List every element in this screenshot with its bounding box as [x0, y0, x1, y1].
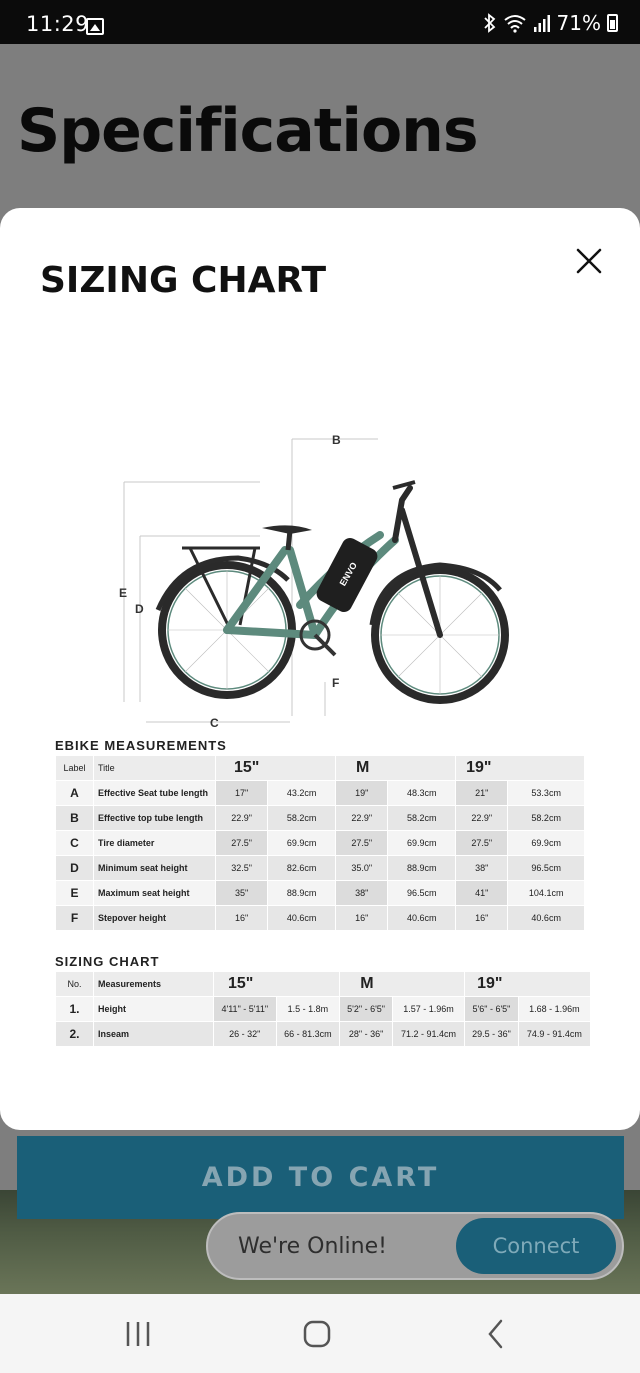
row-title: Effective top tube length — [94, 806, 216, 831]
cell: 22.9" — [216, 806, 268, 831]
table-row — [56, 1022, 591, 1047]
cell: 26 - 32" — [214, 1022, 277, 1047]
cell: 69.9cm — [388, 831, 456, 856]
signal-icon — [533, 13, 551, 33]
cell: 21" — [456, 781, 508, 806]
cell: 5'2" - 6'5" — [340, 997, 393, 1022]
page-title: Specifications — [17, 96, 478, 166]
cell: 58.2cm — [508, 806, 585, 831]
header-size-15: 15" — [214, 972, 340, 997]
cell: 22.9" — [456, 806, 508, 831]
status-bar — [0, 0, 640, 44]
cell: 40.6cm — [508, 906, 585, 931]
measurements-title: EBIKE MEASUREMENTS — [55, 738, 227, 753]
header-no: No. — [56, 972, 94, 997]
image-notification-icon — [86, 18, 104, 35]
status-time: 11:29 — [26, 12, 90, 36]
diagram-label-d: D — [135, 602, 144, 616]
chat-status-text: We're Online! — [238, 1234, 387, 1259]
close-button[interactable] — [570, 242, 608, 280]
header-size-m: M — [336, 756, 456, 781]
header-size-19: 19" — [465, 972, 591, 997]
row-number: 1. — [56, 997, 94, 1022]
cell: 104.1cm — [508, 881, 585, 906]
cell: 27.5" — [336, 831, 388, 856]
diagram-label-a: A — [300, 588, 309, 602]
cell: 35.0" — [336, 856, 388, 881]
row-label: F — [56, 906, 94, 931]
table-row — [56, 781, 585, 806]
cell: 40.6cm — [268, 906, 336, 931]
status-indicators — [483, 10, 618, 36]
cell: 16" — [456, 906, 508, 931]
cell: 29.5 - 36" — [465, 1022, 519, 1047]
cell: 88.9cm — [268, 881, 336, 906]
header-title: Title — [94, 756, 216, 781]
cell: 27.5" — [216, 831, 268, 856]
row-title: Inseam — [94, 1022, 214, 1047]
row-label: A — [56, 781, 94, 806]
diagram-label-c: C — [210, 716, 219, 730]
cell: 17" — [216, 781, 268, 806]
row-label: D — [56, 856, 94, 881]
row-label: B — [56, 806, 94, 831]
bike-diagram — [110, 430, 530, 730]
cell: 1.68 - 1.96m — [518, 997, 590, 1022]
cell: 4'11" - 5'11" — [214, 997, 277, 1022]
recent-apps-icon — [108, 1314, 168, 1354]
sizing-table — [55, 971, 591, 1047]
row-title: Effective Seat tube length — [94, 781, 216, 806]
cell: 32.5" — [216, 856, 268, 881]
diagram-label-e: E — [119, 586, 128, 600]
table-row — [56, 906, 585, 931]
table-header-row — [56, 756, 585, 781]
header-size-m: M — [340, 972, 465, 997]
sizing-chart-title: SIZING CHART — [55, 954, 160, 969]
table-row — [56, 806, 585, 831]
table-header-row — [56, 972, 591, 997]
header-size-19: 19" — [456, 756, 585, 781]
cell: 82.6cm — [268, 856, 336, 881]
add-to-cart-button[interactable]: ADD TO CART — [17, 1136, 624, 1219]
row-title: Stepover height — [94, 906, 216, 931]
cell: 58.2cm — [268, 806, 336, 831]
cell: 38" — [336, 881, 388, 906]
cell: 27.5" — [456, 831, 508, 856]
cell: 71.2 - 91.4cm — [392, 1022, 464, 1047]
row-number: 2. — [56, 1022, 94, 1047]
table-row — [56, 881, 585, 906]
cell: 69.9cm — [268, 831, 336, 856]
home-button[interactable] — [287, 1314, 347, 1354]
cell: 1.5 - 1.8m — [276, 997, 340, 1022]
cell: 74.9 - 91.4cm — [518, 1022, 590, 1047]
diagram-label-b: B — [332, 433, 341, 447]
cell: 69.9cm — [508, 831, 585, 856]
sizing-chart-modal — [0, 208, 640, 1130]
wifi-icon — [503, 13, 527, 33]
measurements-table — [55, 755, 585, 931]
cell: 1.57 - 1.96m — [392, 997, 464, 1022]
connect-button[interactable]: Connect — [456, 1218, 616, 1274]
cell: 96.5cm — [508, 856, 585, 881]
cell: 48.3cm — [388, 781, 456, 806]
back-icon — [466, 1314, 526, 1354]
cell: 88.9cm — [388, 856, 456, 881]
battery-icon — [607, 14, 618, 32]
bike-brand: ENVO — [337, 560, 359, 588]
cell: 66 - 81.3cm — [276, 1022, 340, 1047]
row-title: Maximum seat height — [94, 881, 216, 906]
row-title: Minimum seat height — [94, 856, 216, 881]
row-label: C — [56, 831, 94, 856]
header-label: Label — [56, 756, 94, 781]
chat-widget[interactable] — [206, 1212, 624, 1280]
table-row — [56, 997, 591, 1022]
cell: 5'6" - 6'5" — [465, 997, 519, 1022]
header-measurements: Measurements — [94, 972, 214, 997]
diagram-label-f: F — [332, 676, 340, 690]
cell: 53.3cm — [508, 781, 585, 806]
modal-title: SIZING CHART — [40, 260, 327, 301]
recent-apps-button[interactable] — [108, 1314, 168, 1354]
cell: 41" — [456, 881, 508, 906]
back-button[interactable] — [466, 1314, 526, 1354]
cell: 16" — [336, 906, 388, 931]
bluetooth-icon — [483, 13, 497, 33]
battery-percent: 71% — [556, 11, 601, 35]
cell: 28" - 36" — [340, 1022, 393, 1047]
cell: 40.6cm — [388, 906, 456, 931]
cell: 58.2cm — [388, 806, 456, 831]
home-icon — [287, 1314, 347, 1354]
table-row — [56, 831, 585, 856]
cell: 16" — [216, 906, 268, 931]
system-nav-bar — [0, 1294, 640, 1373]
cell: 43.2cm — [268, 781, 336, 806]
cell: 22.9" — [336, 806, 388, 831]
cell: 19" — [336, 781, 388, 806]
row-title: Height — [94, 997, 214, 1022]
cell: 96.5cm — [388, 881, 456, 906]
close-icon — [570, 242, 608, 280]
table-row — [56, 856, 585, 881]
header-size-15: 15" — [216, 756, 336, 781]
cell: 35" — [216, 881, 268, 906]
cell: 38" — [456, 856, 508, 881]
row-title: Tire diameter — [94, 831, 216, 856]
row-label: E — [56, 881, 94, 906]
